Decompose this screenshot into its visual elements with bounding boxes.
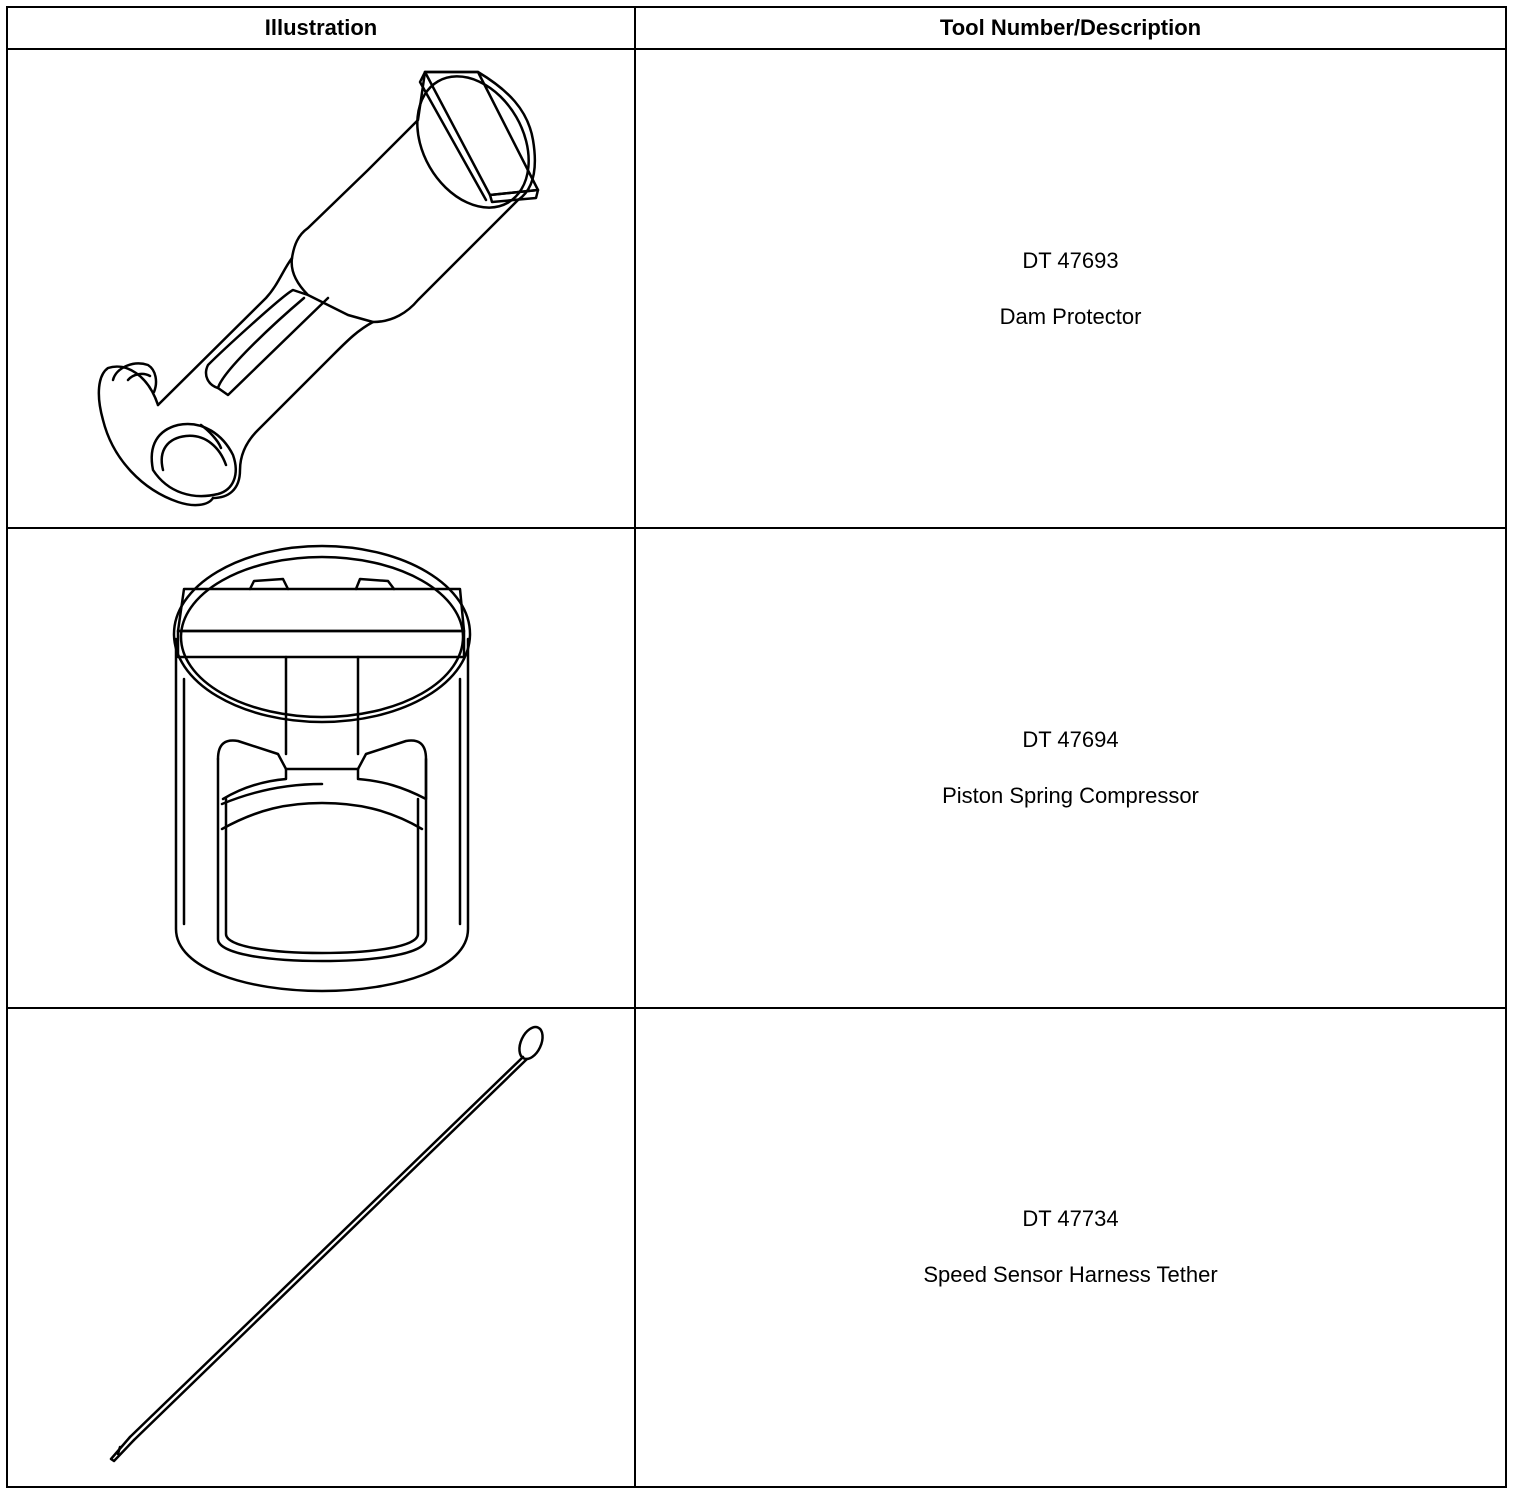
table-header-row <box>7 7 1506 49</box>
illustration-cell <box>7 49 635 528</box>
tool-number: DT 47693 <box>1022 247 1119 273</box>
tool-description: Speed Sensor Harness Tether <box>923 1262 1218 1288</box>
table-row <box>7 49 1506 528</box>
illustration-cell <box>7 528 635 1007</box>
table-row <box>7 528 1506 1007</box>
tool-number: DT 47694 <box>1022 726 1119 752</box>
tool-description-cell <box>635 528 1506 1007</box>
speed-sensor-harness-tether-icon <box>8 1009 634 1486</box>
illustration-cell <box>7 1008 635 1487</box>
special-tools-table <box>6 6 1507 1488</box>
tool-header: Tool Number/Description <box>635 7 1506 49</box>
tool-description-cell <box>635 49 1506 528</box>
table-row <box>7 1008 1506 1487</box>
illustration-header: Illustration <box>7 7 635 49</box>
tool-number: DT 47734 <box>1022 1206 1119 1232</box>
tool-description: Piston Spring Compressor <box>942 782 1199 808</box>
tool-description-cell <box>635 1008 1506 1487</box>
piston-spring-compressor-icon <box>8 529 634 1006</box>
dam-protector-icon <box>8 50 634 527</box>
tool-description: Dam Protector <box>999 303 1142 329</box>
